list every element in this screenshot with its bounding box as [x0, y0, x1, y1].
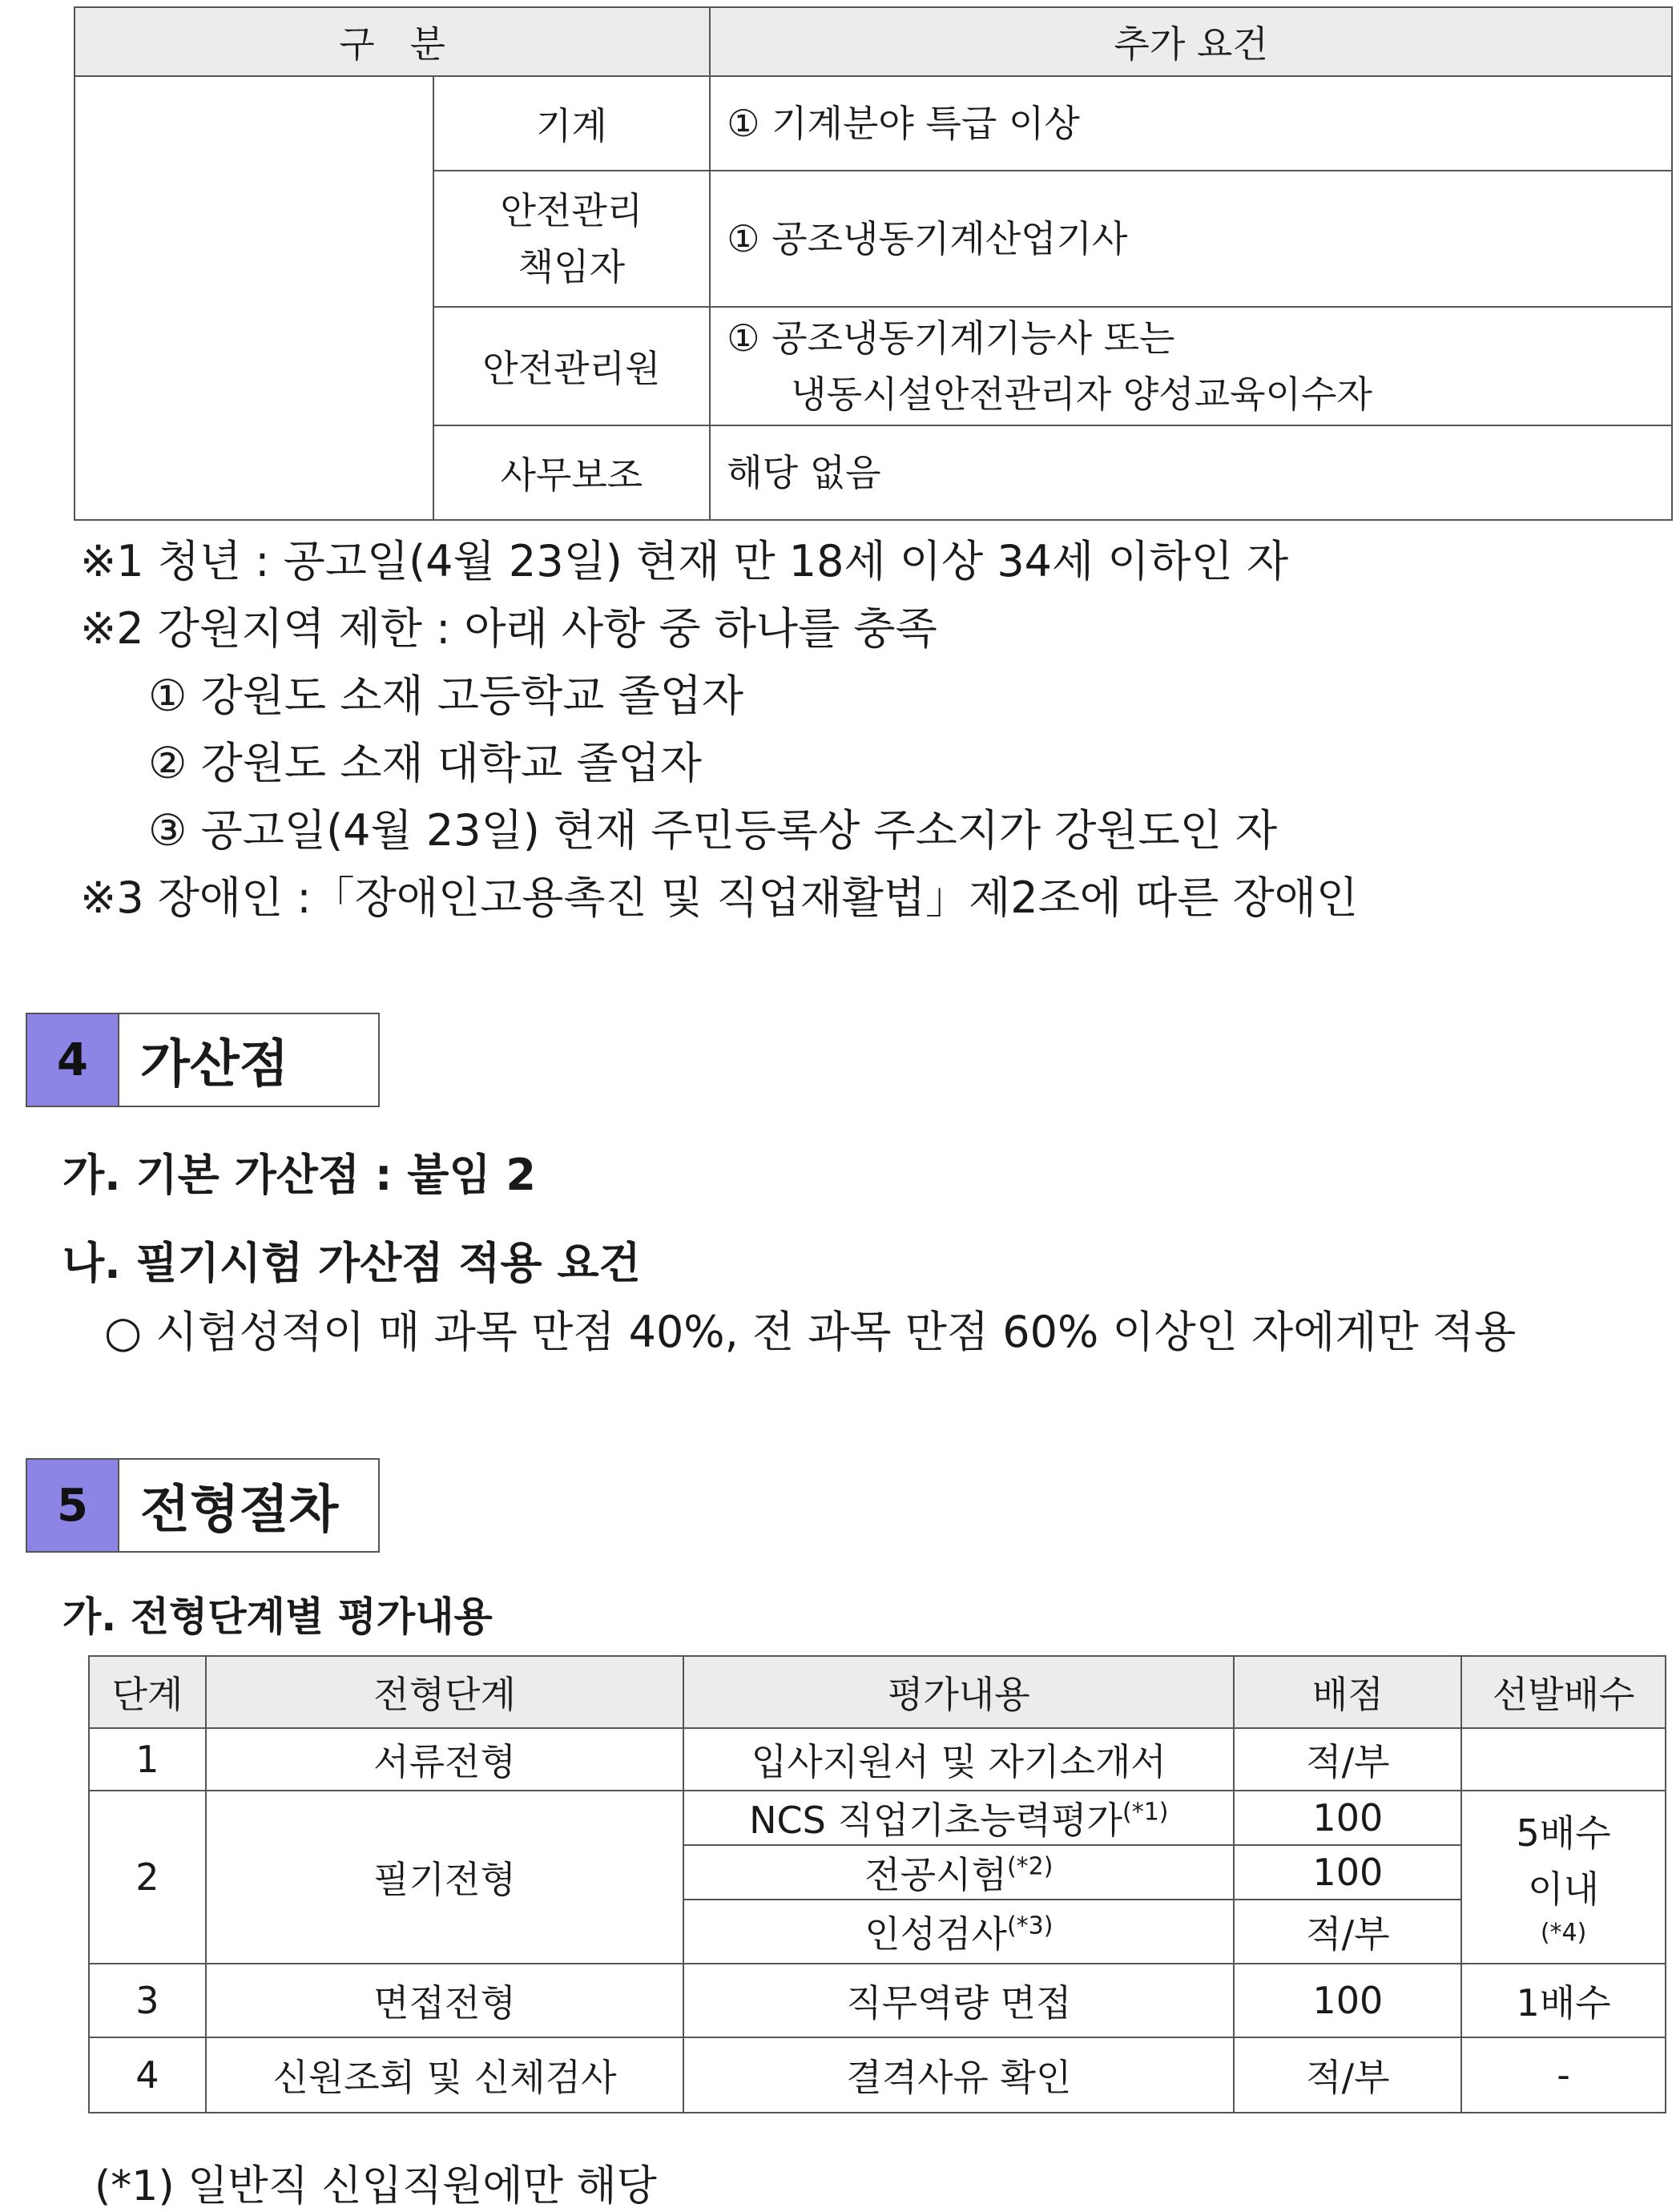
content-cell: [683, 1900, 1234, 1964]
table-row: [89, 1728, 1666, 1791]
evaluation-table: [88, 1655, 1666, 2113]
requirement-cell: [710, 425, 1672, 520]
content-cell: 입사지원서 및 자기소개서: [683, 1728, 1234, 1791]
table-row: [89, 2037, 1666, 2113]
stage-cell: 신원조회 및 신체검사: [206, 2037, 683, 2113]
section-title: 가산점: [140, 1035, 289, 1094]
heading-eval-content: 가. 전형단계별 평가내용: [62, 1594, 493, 1640]
multiple-line: 이내: [1528, 1868, 1600, 1911]
content-cell: [683, 1791, 1234, 1845]
multiple-cell: 1배수: [1461, 1964, 1666, 2037]
header-multiple: 선발배수: [1461, 1656, 1666, 1728]
score-cell: 적/부: [1234, 1728, 1461, 1791]
note-region-item: ① 강원도 소재 고등학교 졸업자: [148, 671, 744, 721]
content-cell: 직무역량 면접: [683, 1964, 1234, 2037]
requirement-line: 냉동시설안전관리자 양성교육이수자: [791, 373, 1372, 416]
note-region: ※2 강원지역 제한 : 아래 사항 중 하나를 충족: [80, 603, 937, 654]
requirement-cell: [710, 171, 1672, 307]
section-title: 전형절차: [140, 1481, 339, 1540]
score-cell: 100: [1234, 1791, 1461, 1845]
header-score: 배점: [1234, 1656, 1461, 1728]
category-cell: 기계: [433, 76, 711, 171]
requirement-cell: [710, 76, 1672, 171]
content-text: 인성검사: [864, 1912, 1007, 1956]
footnote: (*1) 일반직 신입직원에만 해당: [95, 2162, 657, 2210]
multiple-cell: -: [1461, 2037, 1666, 2113]
stage-cell: 서류전형: [206, 1728, 683, 1791]
category-line: 책임자: [518, 245, 626, 288]
score-cell: 100: [1234, 1964, 1461, 2037]
table-row: [75, 76, 1672, 171]
footnote-mark: (*1): [1122, 1798, 1169, 1827]
footnote-mark: (*3): [1006, 1912, 1054, 1940]
note-youth: ※1 청년 : 공고일(4월 23일) 현재 만 18세 이상 34세 이하인 자: [80, 536, 1289, 586]
stage-cell: 면접전형: [206, 1964, 683, 2037]
requirement-line: 해당 없음: [727, 451, 881, 494]
score-cell: 적/부: [1234, 1900, 1461, 1964]
requirement-line: ① 공조냉동기계산업기사: [727, 217, 1128, 260]
header-content: 평가내용: [683, 1656, 1234, 1728]
score-cell: 적/부: [1234, 2037, 1461, 2113]
section-header-5: [26, 1458, 380, 1553]
requirement-line: ① 기계분야 특급 이상: [727, 102, 1080, 145]
content-cell: 결격사유 확인: [683, 2037, 1234, 2113]
header-requirement: 추가 요건: [710, 7, 1672, 76]
section-number: 4: [27, 1014, 119, 1106]
section-number: 5: [27, 1460, 119, 1551]
category-cell: [433, 171, 711, 307]
category-line: 안전관리: [500, 189, 643, 232]
score-cell: 100: [1234, 1845, 1461, 1900]
multiple-cell: [1461, 1728, 1666, 1791]
heading-written-bonus: 나. 필기시험 가산점 적용 요건: [62, 1238, 641, 1288]
requirement-line: ① 공조냉동기계기능사 또는: [727, 316, 1175, 360]
content-text: NCS 직업기초능력평가: [749, 1799, 1122, 1842]
note-region-item: ② 강원도 소재 대학교 졸업자: [148, 738, 702, 788]
heading-basic-bonus: 가. 기본 가산점 : 붙임 2: [62, 1150, 536, 1200]
content-text: 전공시험: [864, 1853, 1007, 1896]
header-stage: 전형단계: [206, 1656, 683, 1728]
table-row: [89, 1964, 1666, 2037]
section-header-4: [26, 1013, 380, 1107]
table-header-row: [89, 1656, 1666, 1728]
multiple-cell: [1461, 1791, 1666, 1964]
content-cell: [683, 1845, 1234, 1900]
stage-cell: 필기전형: [206, 1791, 683, 1964]
requirement-cell: [710, 307, 1672, 425]
table-header-row: [75, 7, 1672, 76]
step-cell: 4: [89, 2037, 206, 2113]
category-cell: 안전관리원: [433, 307, 711, 425]
empty-group-cell: [75, 76, 433, 520]
note-disabled: ※3 장애인 :「장애인고용촉진 및 직업재활법」제2조에 따른 장애인: [80, 872, 1359, 923]
step-cell: 3: [89, 1964, 206, 2037]
step-cell: 2: [89, 1791, 206, 1964]
bonus-condition-bullet: ○ 시험성적이 매 과목 만점 40%, 전 과목 만점 60% 이상인 자에게만 적용: [104, 1307, 1517, 1357]
step-cell: 1: [89, 1728, 206, 1791]
multiple-line: 5배수: [1516, 1811, 1611, 1855]
footnote-mark: (*4): [1540, 1919, 1587, 1947]
requirements-table: [74, 6, 1673, 521]
note-region-item: ③ 공고일(4월 23일) 현재 주민등록상 주소지가 강원도인 자: [148, 805, 1278, 856]
header-category: 구 분: [75, 7, 710, 76]
header-step: 단계: [89, 1656, 206, 1728]
category-cell: 사무보조: [433, 425, 711, 520]
footnote-mark: (*2): [1006, 1852, 1054, 1881]
table-row: [89, 1791, 1666, 1845]
